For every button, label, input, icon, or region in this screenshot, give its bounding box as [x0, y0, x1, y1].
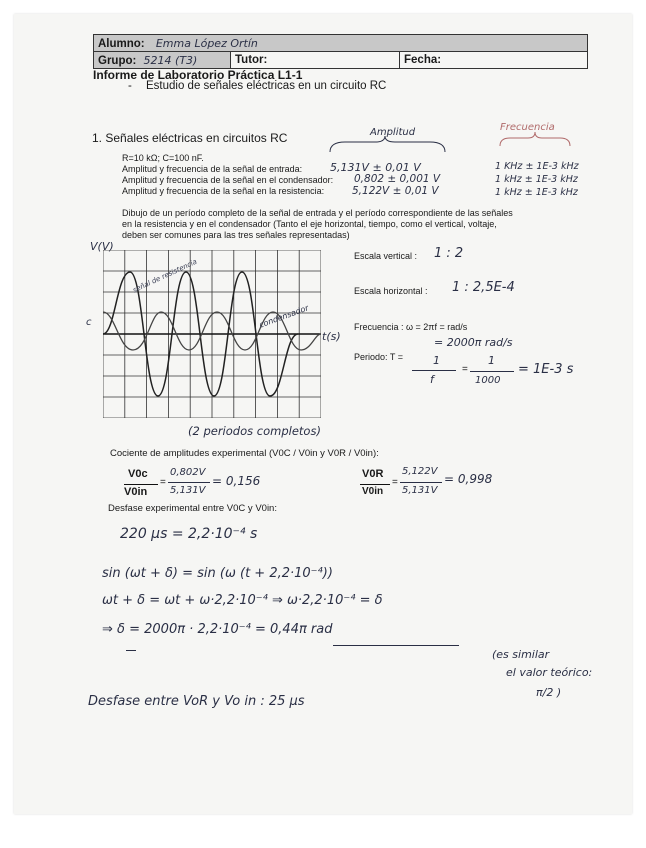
graph-caption: (2 periodos completos)	[188, 424, 321, 438]
capacitor-signal-label: condensador	[258, 303, 310, 330]
resistor-signal-label: señal de resistencia	[131, 257, 199, 295]
vc-eq-sign: =	[160, 477, 166, 488]
frecuencia-formula: Frecuencia : ω = 2πf = rad/s	[354, 322, 468, 332]
cociente-label: Cociente de amplitudes experimental (V0C / V0in y V0R / V0in):	[110, 448, 379, 459]
report-bullet: -	[128, 80, 132, 92]
vc-num: V0c	[128, 468, 148, 480]
fecha-label: Fecha:	[404, 54, 442, 66]
note-line-1: (es similar	[492, 648, 550, 661]
vr-num: V0R	[362, 468, 384, 480]
desfase-line-4: ⇒ δ = 2000π · 2,2·10⁻⁴ = 0,44π rad	[102, 622, 333, 637]
amplitud-bracket	[330, 136, 445, 152]
desfase-line-5: Desfase entre VoR y Vo in : 25 μs	[88, 694, 305, 709]
periodo-num1: 1	[433, 354, 440, 367]
vc-frac-bar	[168, 482, 210, 483]
frecuencia-value: = 2000π rad/s	[434, 336, 513, 349]
periodo-frac-bar-1	[412, 370, 456, 371]
vr-den: V0in	[362, 486, 384, 497]
vr-bar	[360, 484, 390, 485]
freq-resistencia: 1 kHz ± 1E-3 kHz	[495, 187, 578, 198]
dibujo-line-2: en la resistencia y en el condensador (Tanto el eje horizontal, tiempo, como el vertical, voltaje,	[122, 219, 497, 229]
params-text: R=10 kΩ; C=100 nF.	[122, 153, 204, 163]
dibujo-line-1: Dibujo de un período completo de la señal de entrada y el período correspondiente de las señales	[122, 208, 513, 218]
vc-result: = 0,156	[212, 474, 261, 488]
periodo-num2: 1	[488, 354, 495, 367]
report-title: Informe de Laboratorio Práctica L1-1	[93, 68, 303, 82]
vr-eq-sign: =	[392, 477, 398, 488]
note-line-2: el valor teórico:	[506, 666, 593, 679]
section-heading: 1. Señales eléctricas en circuitos RC	[92, 131, 288, 145]
amplitud-annotation: Amplitud	[370, 127, 416, 138]
periodo-equals: =	[462, 364, 468, 375]
freq-condensador: 1 kHz ± 1E-3 kHz	[495, 174, 578, 185]
result-underline	[333, 645, 459, 646]
vertical-scale-value: 1 : 2	[434, 246, 464, 261]
amp-resistencia: 5,122V ± 0,01 V	[352, 185, 439, 197]
vertical-scale-label: Escala vertical :	[354, 251, 418, 261]
periodo-frac-bar-2	[470, 371, 514, 372]
alumno-label: Alumno:	[98, 37, 145, 50]
tutor-label: Tutor:	[235, 54, 268, 66]
alumno-name: Emma López Ortín	[155, 36, 258, 50]
dibujo-line-3: deben ser comunes para las tres señales representadas)	[122, 230, 350, 240]
desfase-line-2: sin (ωt + δ) = sin (ω (t + 2,2·10⁻⁴))	[102, 566, 333, 581]
grupo-value: 5214 (T3)	[143, 53, 198, 67]
frecuencia-annotation: Frecuencia	[500, 122, 555, 133]
note-line-3: π/2 )	[536, 686, 562, 699]
vr-frac-num: 5,122V	[402, 466, 438, 477]
vc-frac-den: 5,131V	[170, 485, 206, 496]
vc-bar	[124, 484, 158, 485]
vc-frac-num: 0,802V	[170, 467, 206, 478]
vr-frac-bar	[400, 482, 442, 483]
horizontal-scale-value: 1 : 2,5E-4	[452, 280, 515, 295]
periodo-result: = 1E-3 s	[518, 362, 574, 377]
vr-frac-den: 5,131V	[402, 485, 438, 496]
frecuencia-bracket	[500, 132, 570, 146]
vr-result: = 0,998	[444, 472, 493, 486]
periodo-den1: f	[430, 373, 434, 386]
line-resistencia: Amplitud y frecuencia de la señal en la resistencia:	[122, 186, 325, 196]
report-subtitle: Estudio de señales eléctricas en un circuito RC	[146, 80, 387, 92]
y-axis-label: V(V)	[90, 240, 114, 253]
grupo-label: Grupo:	[98, 54, 137, 67]
vc-den: V0in	[124, 486, 148, 498]
desfase-line-1: 220 μs = 2,2·10⁻⁴ s	[120, 526, 258, 542]
oscilloscope-grid	[103, 250, 321, 418]
x-axis-label: t(s)	[322, 330, 341, 343]
desfase-line-3: ωt + δ = ωt + ω·2,2·10⁻⁴ ⇒ ω·2,2·10⁻⁴ = δ	[102, 593, 383, 608]
periodo-label: Periodo: T =	[354, 352, 403, 362]
left-margin-mark: c	[86, 317, 92, 328]
amp-condensador: 0,802 ± 0,001 V	[354, 173, 441, 185]
dash-mark	[126, 650, 136, 651]
periodo-den2: 1000	[475, 375, 501, 386]
horizontal-scale-label: Escala horizontal :	[354, 286, 428, 296]
desfase-label: Desfase experimental entre V0C y V0in:	[108, 503, 277, 514]
freq-entrada: 1 KHz ± 1E-3 kHz	[495, 161, 579, 172]
amp-entrada: 5,131V ± 0,01 V	[330, 161, 421, 174]
line-entrada: Amplitud y frecuencia de la señal de entrada:	[122, 164, 303, 174]
line-condensador: Amplitud y frecuencia de la señal en el condensador:	[122, 175, 334, 185]
